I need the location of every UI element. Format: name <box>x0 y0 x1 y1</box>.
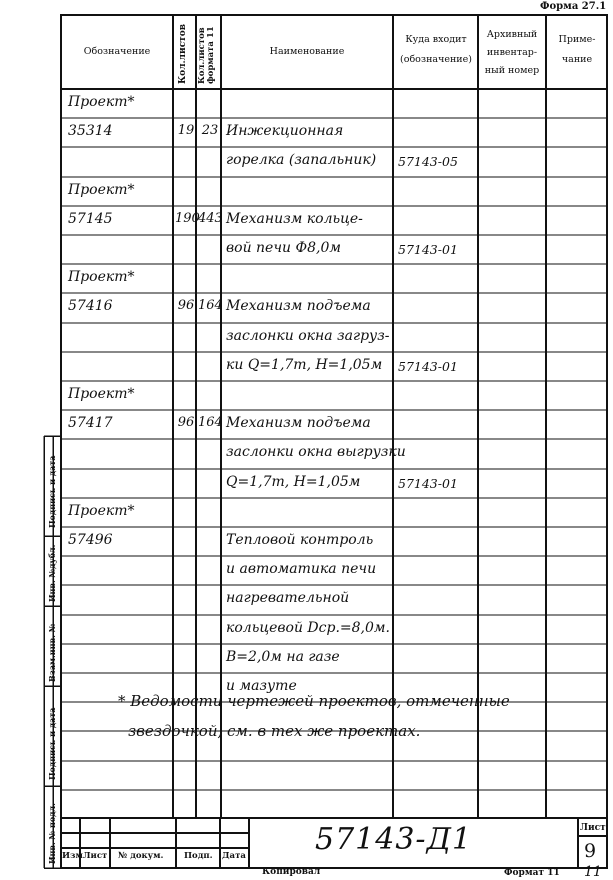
cell-name: В=2,0м на газе <box>226 648 340 665</box>
copied-label: Копировал <box>262 867 321 877</box>
cell-sheets: 96 <box>177 415 195 431</box>
form-label: Форма 27.1 <box>540 1 607 12</box>
header-archive-number: Архивный инвентар-ный номер <box>484 29 540 76</box>
cell-name: Механизм подъема <box>226 415 371 432</box>
stamp-col-doc-number: № докум. <box>118 851 164 861</box>
stamp-col-date: Дата <box>222 851 246 861</box>
cell-sheets: 96 <box>177 298 195 314</box>
cell-name: заслонки окна загруз- <box>226 327 390 344</box>
cell-format-sheets: 164 <box>198 298 223 314</box>
cell-name: Механизм подъема <box>226 298 371 315</box>
cell-name: заслонки окна выгрузки <box>226 444 406 461</box>
side-label-vzam-inv: Взам.инв. № <box>47 623 57 682</box>
cell-designation: Проект* <box>68 502 135 519</box>
cell-name: и мазуте <box>226 678 297 694</box>
header-name: Наименование <box>269 46 345 57</box>
sheet-number: 9 <box>584 840 597 862</box>
cell-name: кольцевой Dср.=8,0м. <box>226 619 390 636</box>
cell-name: Q=1,7т, H=1,05м <box>226 473 361 490</box>
cell-designation: 35314 <box>68 123 113 140</box>
format-handwritten: 11 <box>584 864 602 880</box>
cell-format-sheets: 443 <box>198 210 223 226</box>
header-where-used: Куда входит (обозначение) <box>400 34 472 65</box>
stamp-col-sheet: Лист <box>83 851 108 861</box>
cell-name: Механизм кольце- <box>226 210 363 227</box>
side-label-signature-date-top: Подпись и дата <box>47 455 57 528</box>
cell-designation: 57416 <box>68 298 113 315</box>
cell-designation: Проект* <box>68 181 135 198</box>
stamp-col-change: Изм <box>62 851 83 861</box>
cell-name: вой печи Ф8,0м <box>226 240 342 256</box>
cell-where-used: 57143-05 <box>398 154 458 170</box>
header-designation: Обозначение <box>83 46 151 57</box>
cell-designation: Проект* <box>68 94 135 110</box>
cell-designation: Проект* <box>68 386 135 402</box>
header-format-count: Кол.листов формата 11 <box>197 26 216 84</box>
cell-where-used: 57143-01 <box>398 242 458 257</box>
side-label-inv-dubl: Инв. №дубл. <box>47 544 57 602</box>
stamp-col-signature: Подп. <box>184 851 213 861</box>
cell-name: нагревательной <box>226 590 350 607</box>
document-code: 57143-Д1 <box>315 822 473 857</box>
side-label-inv-podl: Инв. № подл. <box>47 803 57 864</box>
cell-name: и автоматика печи <box>226 561 377 578</box>
cell-designation: 57417 <box>68 415 113 432</box>
cell-where-used: 57143-01 <box>398 475 458 491</box>
cell-format-sheets: 164 <box>198 415 223 431</box>
header-sheet-count: Кол.листов <box>178 23 188 84</box>
footnote-line-2: звездочкой, см. в тех же проектах. <box>128 722 421 740</box>
cell-sheets: 19 <box>177 123 195 139</box>
cell-sheets: 190 <box>175 210 200 226</box>
format-label: Формат 11 <box>504 868 560 878</box>
cell-format-sheets: 23 <box>201 123 219 139</box>
footnote-line-1: * Ведомости чертежей проектов, отмеченные <box>118 692 510 710</box>
cell-name: ки Q=1,7т, H=1,05м <box>226 356 383 373</box>
cell-designation: 57496 <box>68 532 113 548</box>
cell-name: Инжекционная <box>226 123 344 140</box>
cell-designation: 57145 <box>68 210 113 227</box>
header-note: Приме-чание <box>558 34 596 65</box>
cell-designation: Проект* <box>68 269 135 286</box>
cell-name: горелка (запальник) <box>226 152 377 169</box>
cell-where-used: 57143-01 <box>398 358 458 374</box>
side-label-signature-date-bottom: Подпись и дата <box>47 707 57 780</box>
sheet-label: Лист <box>580 823 606 833</box>
cell-name: Тепловой контроль <box>226 532 374 548</box>
